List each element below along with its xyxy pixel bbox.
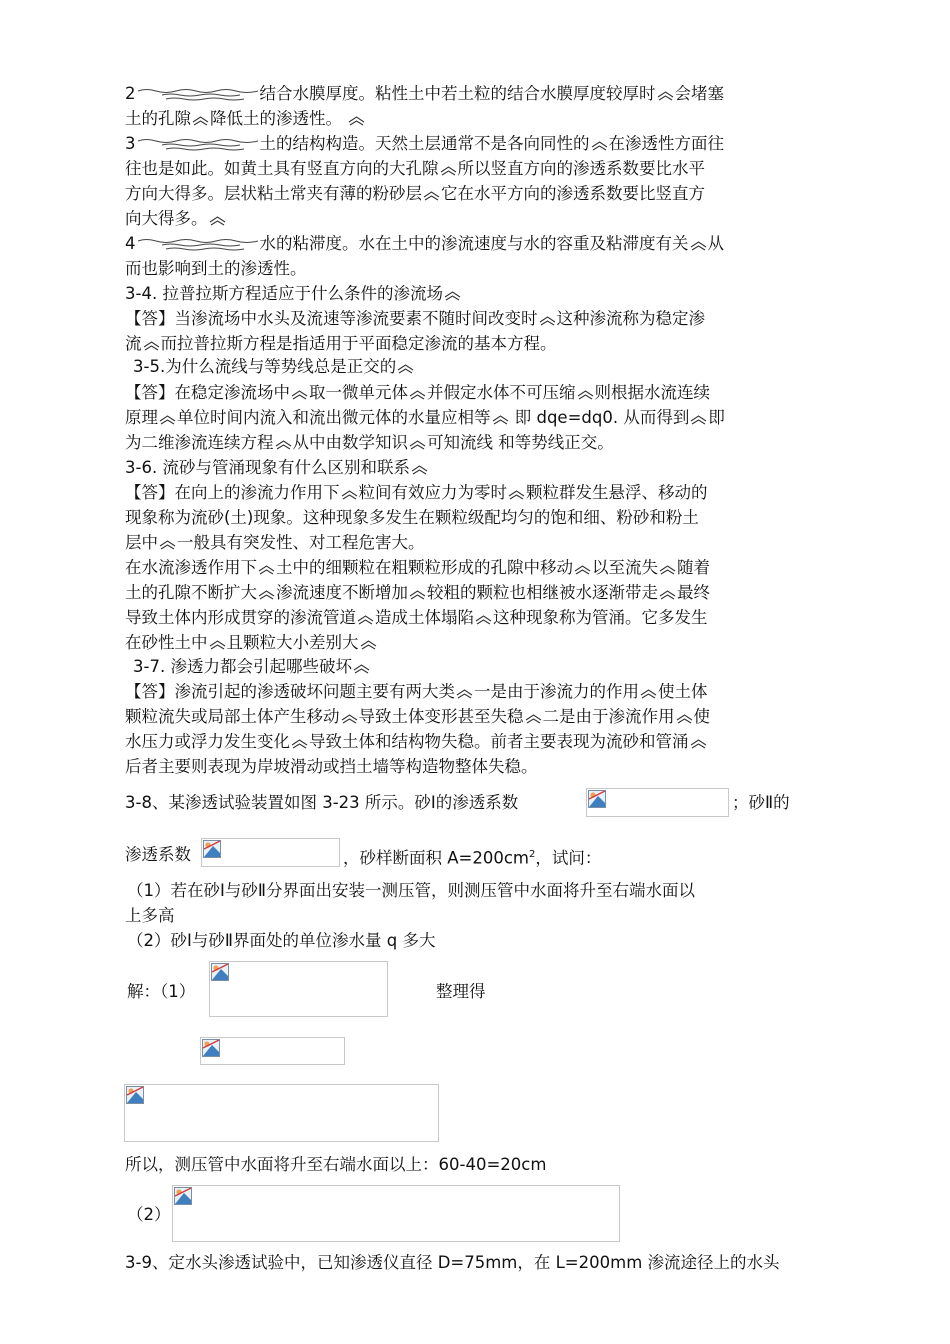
- sample-area-text: ，砂样断面积 A=200cm: [343, 848, 529, 868]
- broken-image-equation-2: [200, 1037, 345, 1065]
- small-scribble-symbol-icon: [143, 338, 160, 352]
- small-scribble-symbol-icon: [659, 587, 676, 601]
- text-segment: 会堵塞: [674, 84, 724, 103]
- small-scribble-symbol-icon: [640, 686, 657, 700]
- small-scribble-symbol-icon: [357, 612, 374, 626]
- text-segment: 土的孔隙: [125, 109, 191, 128]
- text-segment: 这种现象称为管涌。它多发生: [493, 608, 708, 627]
- text-segment: 在砂性土中: [125, 633, 208, 652]
- text-segment: 使土体: [658, 682, 708, 701]
- text-segment: 单位时间内流入和流出微元体的水量应相等: [177, 408, 491, 427]
- small-scribble-symbol-icon: [192, 113, 209, 127]
- text-segment: 在水流渗透作用下: [125, 558, 257, 577]
- small-scribble-symbol-icon: [348, 113, 365, 127]
- small-scribble-symbol-icon: [492, 412, 509, 426]
- small-scribble-symbol-icon: [360, 637, 377, 651]
- text-line: [125, 259, 307, 279]
- text-segment: 2: [125, 84, 136, 103]
- conclusion-text: 所以，测压管中水面将升至右端水面以上：60-40=20cm: [125, 1155, 547, 1174]
- small-scribble-symbol-icon: [409, 387, 426, 401]
- text-segment: 较粗的颗粒也相继被水逐渐带走: [427, 583, 658, 602]
- solution-part-1-label: 解：（1）: [127, 982, 196, 1001]
- text-segment: 以至流失: [592, 558, 658, 577]
- text-segment: 方向大得多。层状粘土常夹有薄的粉砂层: [125, 184, 422, 203]
- small-scribble-symbol-icon: [291, 387, 308, 401]
- area-unit-superscript: 2: [529, 849, 536, 860]
- text-line: [125, 483, 708, 503]
- text-line: [125, 84, 724, 104]
- text-segment: 可知流线 和等势线正交。: [427, 433, 614, 452]
- text-segment: 3-7. 渗透力都会引起哪些破坏: [133, 657, 352, 676]
- text-segment: 层中: [125, 533, 158, 552]
- problem-3-8-line-1: [125, 793, 518, 813]
- text-line: [125, 608, 708, 628]
- text-line: [125, 707, 710, 727]
- small-scribble-symbol-icon: [539, 313, 556, 327]
- text-segment: 导致土体内形成贯穿的渗流管道: [125, 608, 356, 627]
- small-scribble-symbol-icon: [690, 736, 707, 750]
- text-line: [125, 109, 366, 129]
- text-segment: 则根据水流连续: [594, 383, 710, 402]
- question-2-text: （2）砂Ⅰ与砂Ⅱ界面处的单位渗水量 q 多大: [127, 931, 436, 950]
- text-line: [133, 357, 415, 377]
- small-scribble-symbol-icon: [690, 238, 707, 252]
- broken-image-icon: [174, 1187, 192, 1205]
- text-line: [125, 583, 710, 603]
- text-line: [125, 682, 708, 702]
- text-segment: 这种渗流称为稳定渗: [556, 309, 705, 328]
- text-segment: 最终: [677, 583, 710, 602]
- text-line: [125, 134, 724, 154]
- text-segment: 水压力或浮力发生变化: [125, 732, 290, 751]
- small-scribble-symbol-icon: [341, 711, 358, 725]
- problem-3-8-line-2-end: [343, 845, 601, 869]
- broken-image-icon: [126, 1086, 144, 1104]
- broken-image-equation-3: [124, 1084, 439, 1142]
- text-segment: 降低土的渗透性。: [210, 109, 348, 128]
- small-scribble-symbol-icon: [397, 361, 414, 375]
- small-scribble-symbol-icon: [508, 487, 525, 501]
- text-segment: 3: [125, 134, 136, 153]
- text-segment: 水的粘滞度。水在土中的渗流速度与水的容重及粘滞度有关: [259, 234, 689, 253]
- permeability-coefficient-label: 渗透系数: [125, 845, 191, 864]
- problem-3-8-intro: 3-8、某渗透试验装置如图 3-23 所示。砂Ⅰ的渗透系数: [125, 793, 519, 812]
- text-segment: 4: [125, 234, 136, 253]
- text-segment: 原理: [125, 408, 158, 427]
- text-line: [125, 508, 699, 528]
- text-line: [125, 234, 724, 254]
- text-segment: 而也影响到土的渗透性。: [125, 259, 307, 278]
- broken-image-icon: [203, 840, 221, 858]
- text-line: [125, 383, 710, 403]
- simplify-label: [436, 982, 486, 1002]
- text-segment: 从: [707, 234, 724, 253]
- small-scribble-symbol-icon: [659, 562, 676, 576]
- text-line: [125, 633, 378, 653]
- text-segment: 【答】当渗流场中水头及流速等渗流要素不随时间改变时: [125, 309, 538, 328]
- text-line: [125, 184, 705, 204]
- text-segment: 从中由数学知识: [292, 433, 408, 452]
- small-scribble-symbol-icon: [475, 612, 492, 626]
- broken-image-icon: [202, 1039, 220, 1057]
- broken-image-icon: [588, 790, 606, 808]
- text-segment: 即 dqe=dq0. 从而得到: [509, 408, 690, 427]
- text-segment: 导致土体变形甚至失稳: [358, 707, 524, 726]
- text-segment: 【答】在向上的渗流力作用下: [125, 483, 340, 502]
- text-segment: 往也是如此。如黄土具有竖直方向的大孔隙: [125, 159, 439, 178]
- text-segment: 3-4. 拉普拉斯方程适应于什么条件的渗流场: [125, 284, 443, 303]
- text-line: [133, 657, 371, 677]
- small-scribble-symbol-icon: [456, 686, 473, 700]
- question-1-text: （1）若在砂Ⅰ与砂Ⅱ分界面出安装一测压管，则测压管中水面将升至右端水面以: [127, 881, 695, 900]
- problem-3-9-text: 3-9、定水头渗透试验中，已知渗透仪直径 D=75mm，在 L=200mm 渗流途径上的水头: [125, 1253, 780, 1272]
- text-segment: 使: [693, 707, 710, 726]
- question-prompt: ，试问：: [535, 848, 602, 868]
- text-segment: 后者主要则表现为岸坡滑动或挡土墙等构造物整体失稳。: [125, 757, 538, 776]
- small-scribble-symbol-icon: [275, 437, 292, 451]
- text-segment: 它在水平方向的渗透系数要比竖直方: [441, 184, 705, 203]
- small-scribble-symbol-icon: [353, 661, 370, 675]
- text-segment: 渗流速度不断增加: [276, 583, 408, 602]
- small-scribble-symbol-icon: [423, 188, 440, 202]
- text-line: [125, 533, 425, 553]
- text-segment: 向大得多。: [125, 209, 208, 228]
- broken-image-equation-4: [172, 1185, 620, 1242]
- text-line: [125, 757, 538, 777]
- text-segment: 且颗粒大小差别大: [226, 633, 359, 652]
- small-scribble-symbol-icon: [591, 138, 608, 152]
- text-segment: 土的结构构造。天然土层通常不是各向同性的: [259, 134, 590, 153]
- text-line: [125, 408, 725, 428]
- small-scribble-symbol-icon: [577, 387, 594, 401]
- text-segment: 而拉普拉斯方程是指适用于平面稳定渗流的基本方程。: [160, 334, 557, 353]
- text-segment: 造成土体塌陷: [375, 608, 474, 627]
- question-2-line: [127, 931, 435, 951]
- problem-3-9-line: [125, 1253, 780, 1273]
- question-1-line-a: [127, 881, 695, 901]
- solution-label: [127, 982, 195, 1002]
- text-segment: 流: [125, 334, 142, 353]
- small-scribble-symbol-icon: [657, 88, 674, 102]
- small-scribble-symbol-icon: [525, 711, 542, 725]
- wavy-underline-icon: [136, 138, 260, 152]
- text-segment: 粒间有效应力为零时: [358, 483, 507, 502]
- problem-3-8-line-2: [125, 845, 191, 865]
- text-segment: 为二维渗流连续方程: [125, 433, 274, 452]
- text-line: [125, 458, 429, 478]
- small-scribble-symbol-icon: [258, 562, 275, 576]
- text-segment: 取一微单元体: [309, 383, 408, 402]
- small-scribble-symbol-icon: [159, 412, 176, 426]
- part-2-label: [127, 1205, 171, 1225]
- small-scribble-symbol-icon: [341, 487, 358, 501]
- text-line: [125, 558, 710, 578]
- broken-image-formula-k2: [201, 838, 340, 867]
- text-segment: 【答】渗流引起的渗透破坏问题主要有两大类: [125, 682, 455, 701]
- conclusion-line: [125, 1155, 546, 1175]
- small-scribble-symbol-icon: [444, 288, 461, 302]
- problem-3-8-line-1-end: [732, 793, 790, 813]
- text-line: [125, 284, 462, 304]
- text-segment: 在渗透性方面往: [608, 134, 724, 153]
- text-segment: 颗粒群发生悬浮、移动的: [526, 483, 708, 502]
- broken-image-formula-k1: [586, 788, 729, 817]
- solution-part-2-label: （2）: [127, 1205, 171, 1224]
- text-segment: 一般具有突发性、对工程危害大。: [177, 533, 425, 552]
- small-scribble-symbol-icon: [209, 213, 226, 227]
- small-scribble-symbol-icon: [409, 437, 426, 451]
- text-segment: 所以竖直方向的渗透系数要比水平: [457, 159, 705, 178]
- text-segment: 一是由于渗流力的作用: [474, 682, 639, 701]
- wavy-underline-icon: [136, 88, 260, 102]
- text-segment: 即: [708, 408, 725, 427]
- text-line: [125, 309, 705, 329]
- broken-image-icon: [211, 963, 229, 981]
- small-scribble-symbol-icon: [440, 163, 457, 177]
- small-scribble-symbol-icon: [209, 637, 226, 651]
- small-scribble-symbol-icon: [574, 562, 591, 576]
- question-1-line-b: [125, 906, 175, 926]
- text-line: [125, 732, 708, 752]
- text-segment: 3-6. 流砂与管涌现象有什么区别和联系: [125, 458, 410, 477]
- text-segment: 土的孔隙不断扩大: [125, 583, 257, 602]
- text-segment: 导致土体和结构物失稳。前者主要表现为流砂和管涌: [309, 732, 689, 751]
- broken-image-equation-1: [209, 961, 388, 1017]
- text-segment: 随着: [677, 558, 710, 577]
- text-segment: 并假定水体不可压缩: [427, 383, 576, 402]
- text-line: [125, 209, 227, 229]
- small-scribble-symbol-icon: [676, 711, 693, 725]
- small-scribble-symbol-icon: [690, 412, 707, 426]
- simplify-text: 整理得: [436, 982, 486, 1001]
- text-segment: 3-5.为什么流线与等势线总是正交的: [133, 357, 397, 376]
- problem-3-8-sand2-label: ；砂Ⅱ的: [732, 793, 790, 812]
- text-segment: 土中的细颗粒在粗颗粒形成的孔隙中移动: [276, 558, 573, 577]
- question-1-text-cont: 上多高: [125, 906, 175, 925]
- text-segment: 现象称为流砂(土)现象。这种现象多发生在颗粒级配均匀的饱和细、粉砂和粉土: [125, 508, 699, 527]
- small-scribble-symbol-icon: [409, 587, 426, 601]
- small-scribble-symbol-icon: [258, 587, 275, 601]
- small-scribble-symbol-icon: [291, 736, 308, 750]
- text-line: [125, 159, 705, 179]
- small-scribble-symbol-icon: [411, 462, 428, 476]
- small-scribble-symbol-icon: [159, 537, 176, 551]
- text-segment: 【答】在稳定渗流场中: [125, 383, 290, 402]
- text-segment: 结合水膜厚度。粘性土中若土粒的结合水膜厚度较厚时: [259, 84, 656, 103]
- text-line: [125, 334, 557, 354]
- text-line: [125, 433, 614, 453]
- text-segment: 二是由于渗流作用: [542, 707, 675, 726]
- wavy-underline-icon: [136, 238, 260, 252]
- text-segment: 颗粒流失或局部土体产生移动: [125, 707, 340, 726]
